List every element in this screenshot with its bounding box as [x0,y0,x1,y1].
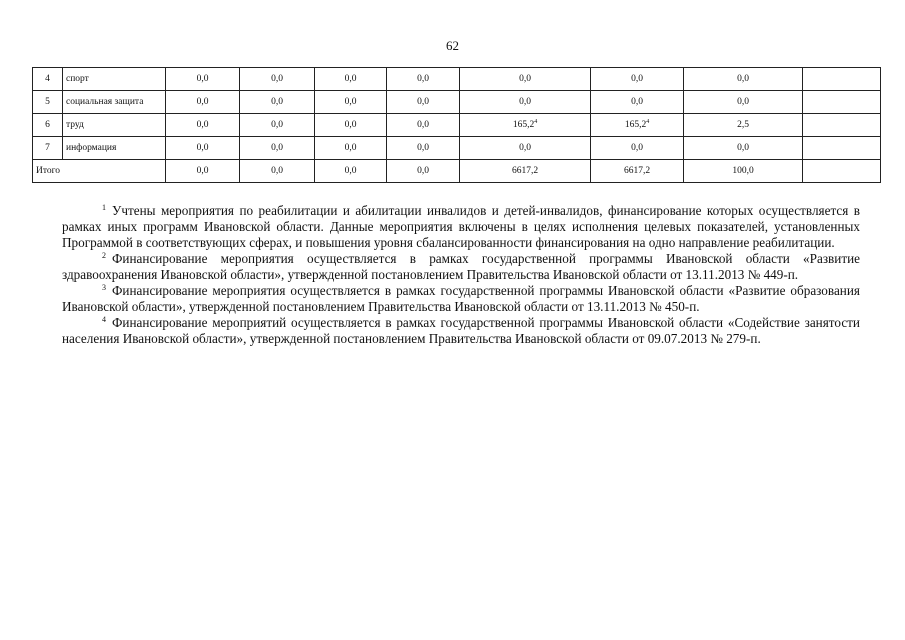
row-number: 5 [33,91,63,114]
table-cell: 0,0 [684,68,803,91]
table-cell: 0,0 [387,68,460,91]
table-cell: 0,0 [684,137,803,160]
footnote-mark: 1 [102,202,106,212]
table-cell: 0,0 [591,91,684,114]
footnote-text: Финансирование мероприятия осуществляется в рамках государственной программы Ивановской области «Развитие образования Ивановской области», утвержденной постановлением Правительства Ивановской области от 13.11.2013 № 450-п. [62,283,860,314]
row-name: спорт [63,68,166,91]
table-cell: 0,0 [240,91,315,114]
footnote-text: Учтены мероприятия по реабилитации и абилитации инвалидов и детей-инвалидов, финансирование которых осуществляется в рамках иных программ Ивановской области. Данные мероприятия включены в целях исполнения целевых показателей, установленных Программой в соответствующих сферах, и повышения уровня сбалансированности финансирования на одно направление реабилитации. [62,203,860,250]
table-cell: 0,0 [387,137,460,160]
row-number: 7 [33,137,63,160]
table-cell: 0,0 [315,68,387,91]
table-cell: 0,0 [315,114,387,137]
table-cell: 0,0 [166,137,240,160]
table-cell: 0,0 [460,91,591,114]
table-cell [803,160,881,183]
table-cell: 0,0 [166,91,240,114]
table-cell: 6617,2 [460,160,591,183]
table-cell [591,114,684,137]
table-cell: 0,0 [240,114,315,137]
table-total-row [33,160,881,183]
table-cell: 0,0 [240,68,315,91]
table-cell: 0,0 [240,160,315,183]
table-cell: 0,0 [240,137,315,160]
table-cell: 0,0 [591,68,684,91]
cell-value: 165,2 [512,120,535,130]
row-name: социальная защита [63,91,166,114]
table-row [33,137,881,160]
table-cell: 0,0 [315,137,387,160]
row-number: 4 [33,68,63,91]
table-cell: 0,0 [166,160,240,183]
table-cell: 0,0 [460,68,591,91]
table-row [33,114,881,137]
table-cell [803,137,881,160]
footnote-mark: 2 [102,250,106,260]
table-cell: 0,0 [387,114,460,137]
table-row [33,91,881,114]
table-row [33,68,881,91]
total-label: Итого [33,160,166,183]
table-cell: 0,0 [315,91,387,114]
table-cell: 0,0 [315,160,387,183]
table-cell: 6617,2 [591,160,684,183]
table-cell: 0,0 [387,91,460,114]
footnotes [62,203,860,347]
footnote-3 [62,283,860,315]
table-cell: 0,0 [684,91,803,114]
row-number: 6 [33,114,63,137]
table-cell: 0,0 [387,160,460,183]
table-cell [803,91,881,114]
footnote-1 [62,203,860,251]
table-cell [460,114,591,137]
footnote-ref: 4 [646,118,650,125]
footnote-mark: 4 [102,314,106,324]
footnote-ref: 4 [534,118,538,125]
table-cell: 2,5 [684,114,803,137]
page-number: 62 [446,38,459,53]
footnote-text: Финансирование мероприятия осуществляется в рамках государственной программы Ивановской области «Развитие здравоохранения Ивановской области», утвержденной постановлением Правительства Ивановской области от 13.11.2013 № 449-п. [62,251,860,282]
cell-value: 165,2 [624,120,647,130]
footnote-mark: 3 [102,282,106,292]
table-cell: 100,0 [684,160,803,183]
footnote-2 [62,251,860,283]
table-cell [803,68,881,91]
table-cell: 0,0 [166,68,240,91]
row-name: информация [63,137,166,160]
footnote-text: Финансирование мероприятий осуществляется в рамках государственной программы Ивановской области «Содействие занятости населения Ивановской области», утвержденной постановлением Правительства Ивановской области от 09.07.2013 № 279-п. [62,315,860,346]
table-cell: 0,0 [166,114,240,137]
table-cell [803,114,881,137]
row-name: труд [63,114,166,137]
table-cell: 0,0 [460,137,591,160]
footnote-4 [62,315,860,347]
table-cell: 0,0 [591,137,684,160]
budget-table [32,67,881,183]
